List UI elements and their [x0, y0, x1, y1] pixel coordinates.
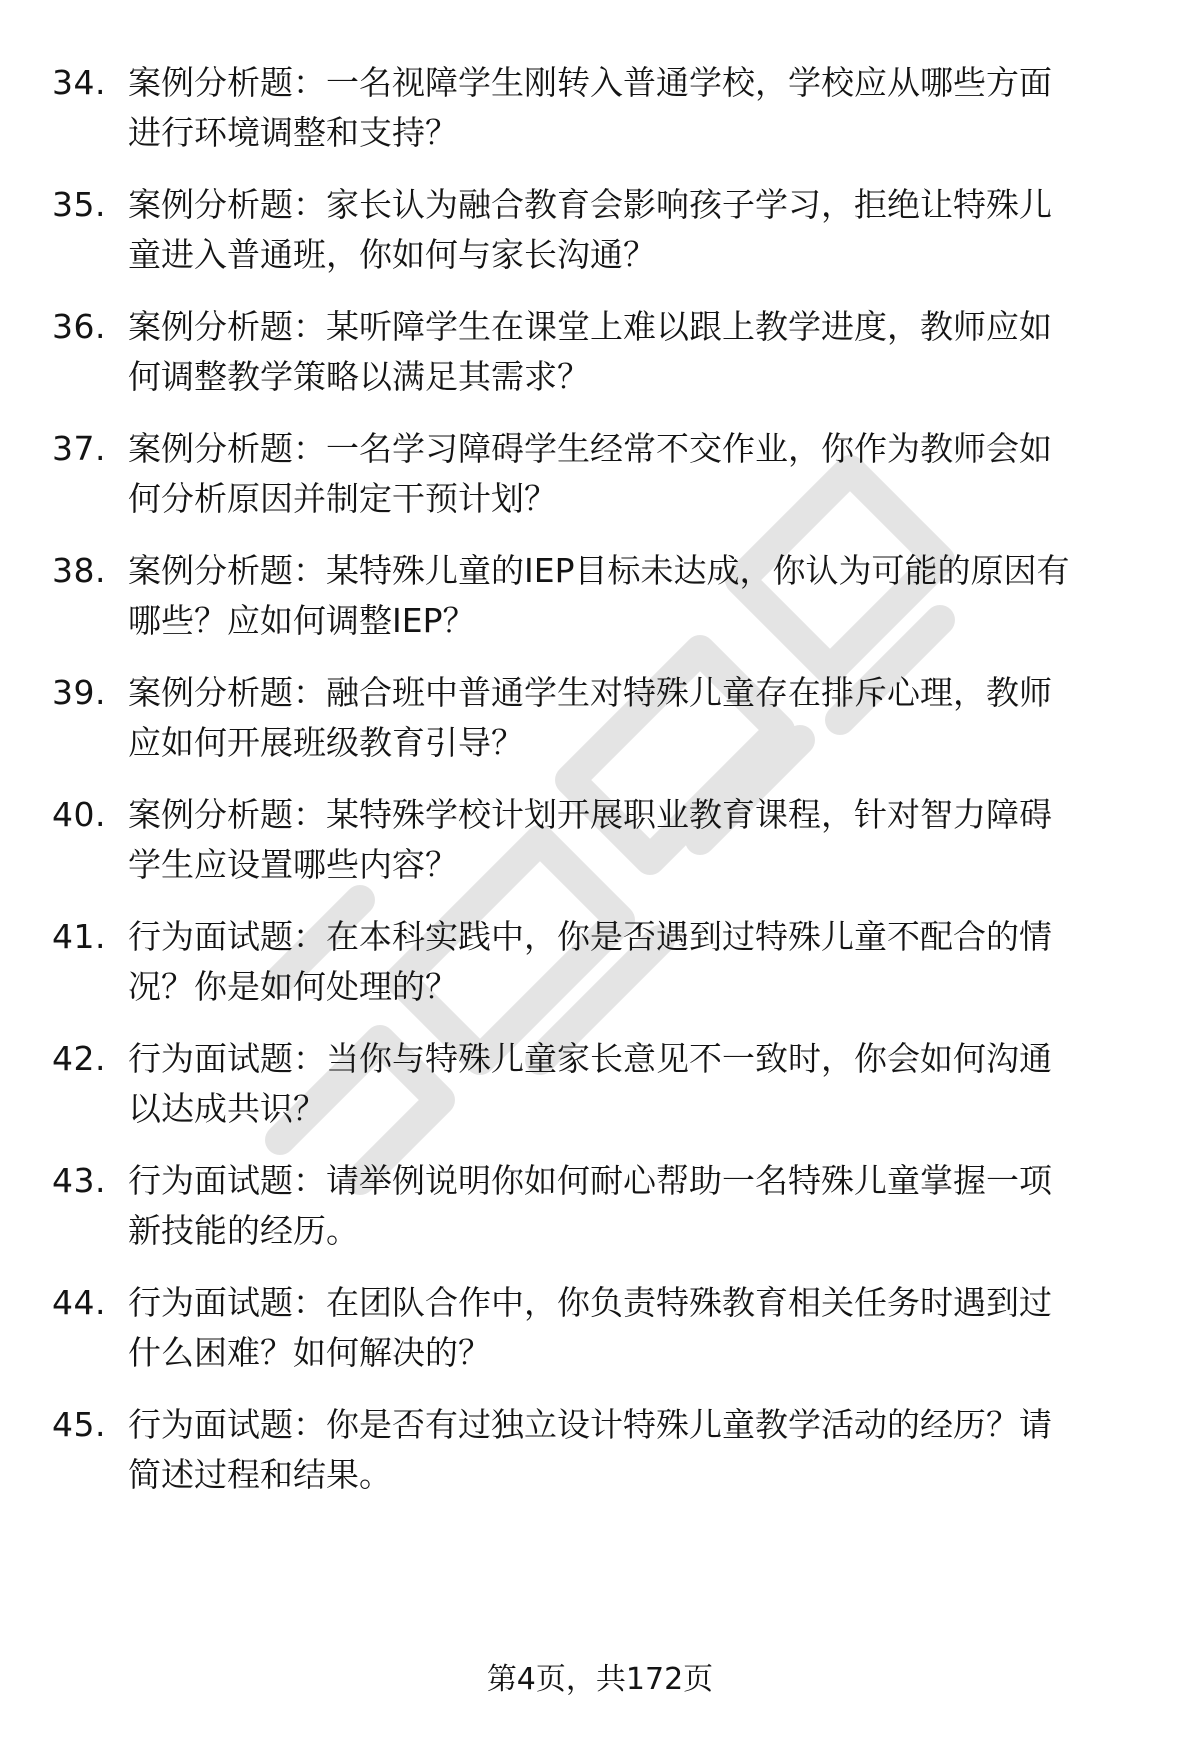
- question-number: 45.: [52, 1405, 106, 1444]
- question-item: [52, 1278, 1152, 1378]
- question-text: [128, 1034, 1128, 1134]
- question-line: 以达成共识？: [128, 1089, 326, 1128]
- question-number: 37.: [52, 429, 106, 468]
- question-text: [128, 790, 1128, 890]
- question-number: 41.: [52, 917, 106, 956]
- question-item: [52, 302, 1152, 402]
- question-line: 行为面试题：在本科实践中，你是否遇到过特殊儿童不配合的情: [128, 917, 1052, 956]
- question-text: [128, 1400, 1128, 1500]
- question-text: [128, 424, 1128, 524]
- question-line: 行为面试题：你是否有过独立设计特殊儿童教学活动的经历？请: [128, 1405, 1052, 1444]
- question-text: [128, 302, 1128, 402]
- question-item: [52, 790, 1152, 890]
- question-text: [128, 1156, 1128, 1256]
- question-number: 44.: [52, 1283, 106, 1322]
- question-line: 案例分析题：某听障学生在课堂上难以跟上教学进度，教师应如: [128, 307, 1052, 346]
- question-number: 39.: [52, 673, 106, 712]
- question-text: [128, 668, 1128, 768]
- question-item: [52, 912, 1152, 1012]
- page-footer: [0, 1660, 1200, 1700]
- question-line: 案例分析题：某特殊儿童的IEP目标未达成，你认为可能的原因有: [128, 551, 1070, 590]
- question-line: 行为面试题：请举例说明你如何耐心帮助一名特殊儿童掌握一项: [128, 1161, 1052, 1200]
- question-number: 38.: [52, 551, 106, 590]
- question-line: 哪些？应如何调整IEP？: [128, 601, 476, 640]
- question-line: 案例分析题：融合班中普通学生对特殊儿童存在排斥心理，教师: [128, 673, 1052, 712]
- page-number-label: 第4页，共172页: [486, 1662, 714, 1697]
- question-text: [128, 58, 1128, 158]
- question-text: [128, 180, 1128, 280]
- question-line: 简述过程和结果。: [128, 1455, 392, 1494]
- question-text: [128, 546, 1128, 646]
- question-number: 40.: [52, 795, 106, 834]
- question-line: 什么困难？如何解决的？: [128, 1333, 491, 1372]
- question-line: 何分析原因并制定干预计划？: [128, 479, 557, 518]
- question-number: 42.: [52, 1039, 106, 1078]
- question-item: [52, 180, 1152, 280]
- question-line: 学生应设置哪些内容？: [128, 845, 458, 884]
- question-item: [52, 546, 1152, 646]
- question-text: [128, 1278, 1128, 1378]
- question-item: [52, 424, 1152, 524]
- question-line: 行为面试题：当你与特殊儿童家长意见不一致时，你会如何沟通: [128, 1039, 1052, 1078]
- question-line: 况？你是如何处理的？: [128, 967, 458, 1006]
- question-item: [52, 1156, 1152, 1256]
- question-item: [52, 1400, 1152, 1500]
- question-line: 案例分析题：一名视障学生刚转入普通学校，学校应从哪些方面: [128, 63, 1052, 102]
- question-line: 进行环境调整和支持？: [128, 113, 458, 152]
- question-line: 童进入普通班，你如何与家长沟通？: [128, 235, 656, 274]
- question-number: 35.: [52, 185, 106, 224]
- question-line: 行为面试题：在团队合作中，你负责特殊教育相关任务时遇到过: [128, 1283, 1052, 1322]
- question-item: [52, 668, 1152, 768]
- question-line: 新技能的经历。: [128, 1211, 359, 1250]
- question-line: 案例分析题：家长认为融合教育会影响孩子学习，拒绝让特殊儿: [128, 185, 1052, 224]
- question-text: [128, 912, 1128, 1012]
- question-line: 何调整教学策略以满足其需求？: [128, 357, 590, 396]
- question-line: 案例分析题：一名学习障碍学生经常不交作业，你作为教师会如: [128, 429, 1052, 468]
- question-line: 案例分析题：某特殊学校计划开展职业教育课程，针对智力障碍: [128, 795, 1052, 834]
- question-number: 36.: [52, 307, 106, 346]
- question-item: [52, 58, 1152, 158]
- question-item: [52, 1034, 1152, 1134]
- question-number: 43.: [52, 1161, 106, 1200]
- question-number: 34.: [52, 63, 106, 102]
- question-line: 应如何开展班级教育引导？: [128, 723, 524, 762]
